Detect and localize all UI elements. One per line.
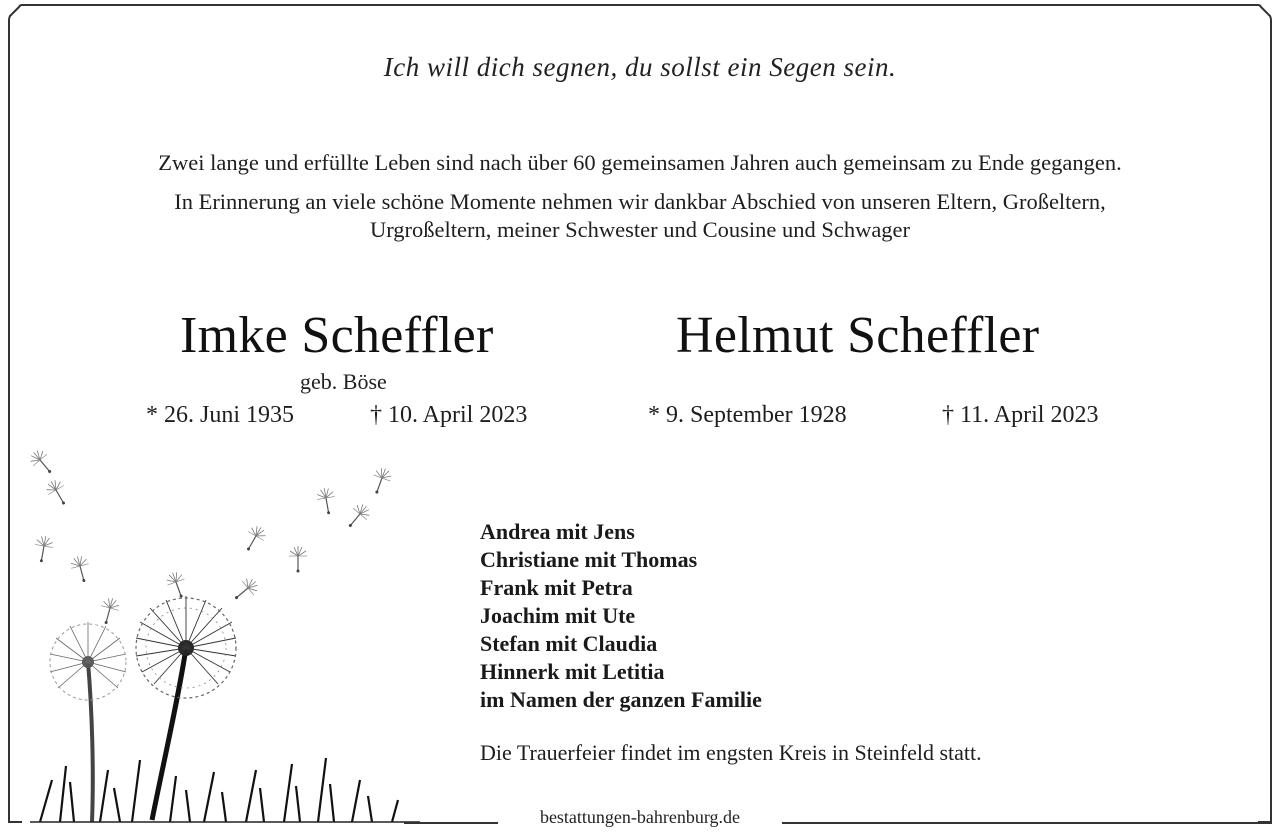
intro-line-2: In Erinnerung an viele schöne Momente nehmen wir dankbar Abschied von unseren Eltern, Großeltern, <box>174 189 1106 214</box>
mourner-line: Hinnerk mit Letitia <box>480 659 665 684</box>
footer-rule-right <box>782 822 1272 824</box>
mourner-line: Joachim mit Ute <box>480 603 636 628</box>
mourner-line: Frank mit Petra <box>480 575 633 600</box>
deceased-name-imke: Imke Scheffler <box>180 307 494 364</box>
funeral-home-website: bestattungen-bahrenburg.de <box>539 807 741 827</box>
death-date-helmut: † 11. April 2023 <box>942 402 1099 428</box>
mourners-list <box>480 518 762 714</box>
mourner-line: Christiane mit Thomas <box>480 547 698 572</box>
intro-line-3: Urgroßeltern, meiner Schwester und Cousine und Schwager <box>369 217 911 242</box>
birth-date-helmut: * 9. September 1928 <box>648 402 847 428</box>
mourner-line: im Namen der ganzen Familie <box>480 687 762 712</box>
intro-line-1: Zwei lange und erfüllte Leben sind nach über 60 gemeinsamen Jahren auch gemeinsam zu Ende gegangen. <box>158 150 1122 175</box>
deceased-name-helmut: Helmut Scheffler <box>676 307 1040 364</box>
maiden-name: geb. Böse <box>300 369 387 394</box>
funeral-note: Die Trauerfeier findet im engsten Kreis in Steinfeld statt. <box>480 740 982 765</box>
mourner-line: Andrea mit Jens <box>480 519 635 544</box>
birth-date-imke: * 26. Juni 1935 <box>146 402 295 428</box>
footer-rule-left <box>404 822 498 824</box>
intro-paragraph <box>40 188 1240 244</box>
death-date-imke: † 10. April 2023 <box>370 402 528 428</box>
mourner-line: Stefan mit Claudia <box>480 631 658 656</box>
dandelion-illustration <box>0 440 420 832</box>
motto-verse: Ich will dich segnen, du sollst ein Segen sein. <box>383 52 897 82</box>
